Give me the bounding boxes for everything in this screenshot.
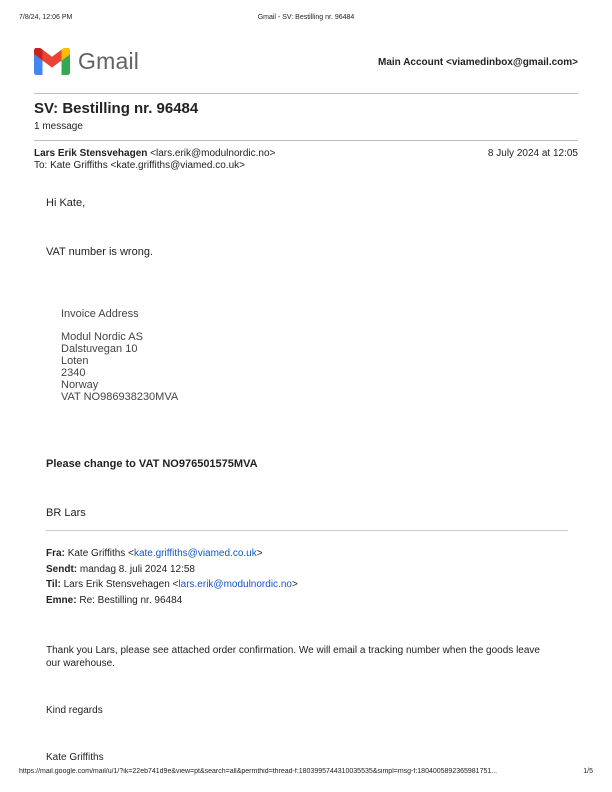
quoted-signature: Kate Griffiths — [46, 752, 104, 763]
message-date: 8 July 2024 at 12:05 — [487, 148, 578, 159]
invoice-line: Dalstuvegan 10 — [61, 343, 138, 355]
subject-divider — [34, 140, 578, 141]
quoted-from-email-link[interactable]: kate.griffiths@viamed.co.uk — [133, 548, 257, 559]
recipient-line: To: Kate Griffiths <kate.griffiths@viamed.co.uk> — [34, 160, 245, 171]
print-datetime: 7/8/24, 12:06 PM — [19, 14, 73, 21]
please-change-text: Please change to VAT NO976501575MVA — [46, 458, 258, 470]
invoice-line: Norway — [61, 379, 99, 391]
vat-wrong-text: VAT number is wrong. — [46, 246, 153, 258]
quoted-subject-label: Emne: — [46, 595, 77, 607]
quoted-subject-value: Re: Bestilling nr. 96484 — [79, 595, 183, 607]
account-label: Main Account <viamedinbox@gmail.com> — [378, 57, 578, 68]
quoted-to-close: > — [291, 579, 298, 591]
sender-name: Lars Erik Stensvehagen — [34, 148, 148, 159]
invoice-line: 2340 — [61, 367, 86, 379]
quoted-to-email-link[interactable]: lars.erik@modulnordic.no — [178, 579, 292, 591]
greeting: Hi Kate, — [46, 197, 86, 209]
quoted-body: Thank you Lars, please see attached order confirmation. We will email a tracking number when the goods leave our warehouse. — [46, 645, 540, 669]
sender-email: <lars.erik@modulnordic.no> — [150, 148, 276, 159]
print-title: Gmail - SV: Bestilling nr. 96484 — [257, 14, 355, 21]
quoted-from-line — [46, 546, 298, 562]
quoted-subject-line — [46, 593, 298, 609]
invoice-line: VAT NO986938230MVA — [61, 391, 179, 403]
quoted-sent-label: Sendt: — [46, 563, 78, 575]
quoted-to-label: Til: — [46, 579, 61, 591]
gmail-wordmark: Gmail — [78, 48, 140, 74]
thread-subject: SV: Bestilling nr. 96484 — [34, 100, 199, 117]
sender-line — [34, 148, 275, 159]
print-header — [19, 14, 593, 24]
quoted-divider — [46, 530, 568, 531]
message-count: 1 message — [34, 121, 83, 132]
gmail-logo[interactable] — [34, 46, 144, 78]
gmail-m-logo-icon — [34, 48, 70, 75]
invoice-address-block — [61, 308, 178, 403]
invoice-title: Invoice Address — [61, 308, 139, 320]
invoice-line: Modul Nordic AS — [61, 331, 143, 343]
quoted-header — [46, 546, 298, 609]
quoted-from-label: Fra: — [46, 548, 65, 559]
sign-off: BR Lars — [46, 507, 86, 519]
print-footer — [19, 768, 593, 778]
quoted-from-close: > — [256, 548, 263, 559]
quoted-regards: Kind regards — [46, 705, 103, 716]
invoice-line: Loten — [61, 355, 89, 367]
quoted-to-line — [46, 577, 298, 593]
page-number: 1/5 — [583, 768, 593, 775]
print-url: https://mail.google.com/mail/u/1/?ik=22eb741d9e&view=pt&search=all&permthid=thread-f:1803995744310035535&simpl=msg-f:1804005892365981751... — [19, 768, 498, 775]
quoted-sent-line — [46, 562, 298, 578]
quoted-to-name: Lars Erik Stensvehagen < — [63, 579, 179, 591]
quoted-from-name: Kate Griffiths < — [67, 548, 134, 559]
header-divider — [34, 93, 578, 94]
quoted-sent-value: mandag 8. juli 2024 12:58 — [79, 563, 195, 575]
